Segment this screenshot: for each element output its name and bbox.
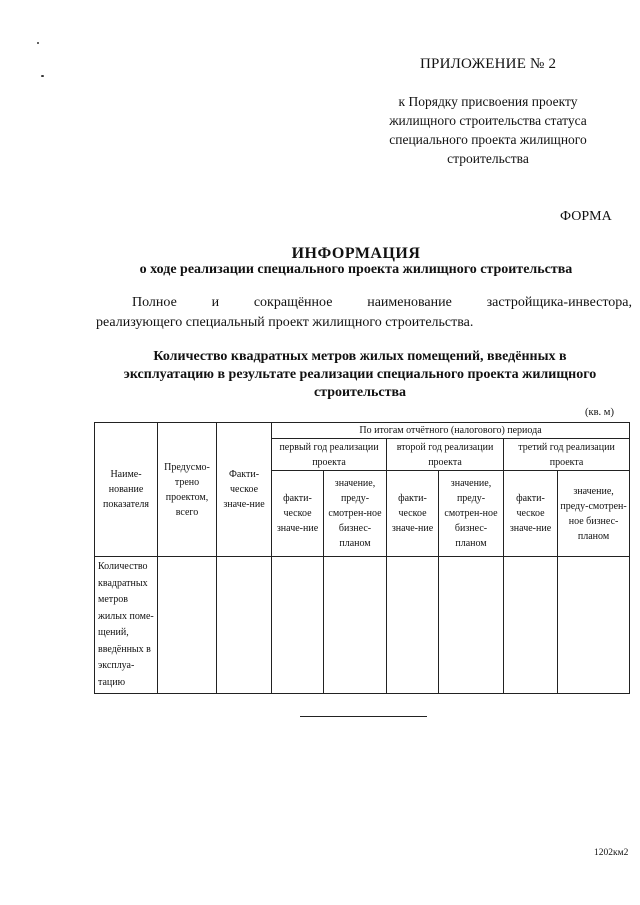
table-cell [158, 557, 217, 694]
form-label: ФОРМА [560, 209, 612, 224]
table-heading: Количество квадратных метров жилых помещений, введённых в эксплуатацию в результате реализации специального проекта жилищного строительства [123, 349, 597, 400]
unit-label: (кв. м) [585, 407, 614, 418]
table-cell [439, 557, 504, 694]
table-cell [324, 557, 387, 694]
header-actual-value: Факти-ческое значе-ние [217, 423, 272, 557]
header-year-3: третий год реализации проекта [504, 439, 630, 471]
header-year-2-planned: значение, преду-смотрен-ное бизнес-планом [439, 471, 504, 557]
header-year-3-actual: факти-ческое значе-ние [504, 471, 558, 557]
developer-name-line-2: реализующего специальный проект жилищного строительства. [96, 315, 474, 330]
header-year-2: второй год реализации проекта [387, 439, 504, 471]
table-cell [272, 557, 324, 694]
header-year-1-actual: факти-ческое значе-ние [272, 471, 324, 557]
page-code: 1202км2 [594, 848, 629, 858]
header-year-1-planned: значение, преду-смотрен-ное бизнес-планом [324, 471, 387, 557]
table-cell [217, 557, 272, 694]
document-subtitle: о ходе реализации специального проекта жилищного строительства [139, 262, 573, 277]
table-cell [558, 557, 630, 694]
header-reporting-period: По итогам отчётного (налогового) периода [272, 423, 630, 439]
developer-name-line-1: Полное и сокращённое наименование застройщика-инвестора, [132, 295, 632, 310]
header-year-1: первый год реализации проекта [272, 439, 387, 471]
header-year-2-actual: факти-ческое значе-ние [387, 471, 439, 557]
scan-speck [37, 42, 39, 44]
row-label-square-meters: Количество квадратных метров жилых поме-щений, введённых в эксплуа-тацию [95, 557, 158, 694]
document-title: ИНФОРМАЦИЯ [291, 245, 421, 262]
scan-speck [41, 75, 44, 77]
footer-rule [300, 716, 427, 717]
table-cell [387, 557, 439, 694]
table-cell [504, 557, 558, 694]
header-planned-total: Предусмо-трено проектом, всего [158, 423, 217, 557]
table-row [95, 557, 630, 694]
appendix-title: ПРИЛОЖЕНИЕ № 2 [420, 56, 557, 72]
header-year-3-planned: значение, преду-смотрен-ное бизнес-планом [558, 471, 630, 557]
data-table [94, 422, 630, 694]
header-indicator-name: Наиме-нование показателя [95, 423, 158, 557]
appendix-subtitle: к Порядку присвоения проекту жилищного строительства статуса специального проекта жилищного строительства [389, 94, 587, 166]
